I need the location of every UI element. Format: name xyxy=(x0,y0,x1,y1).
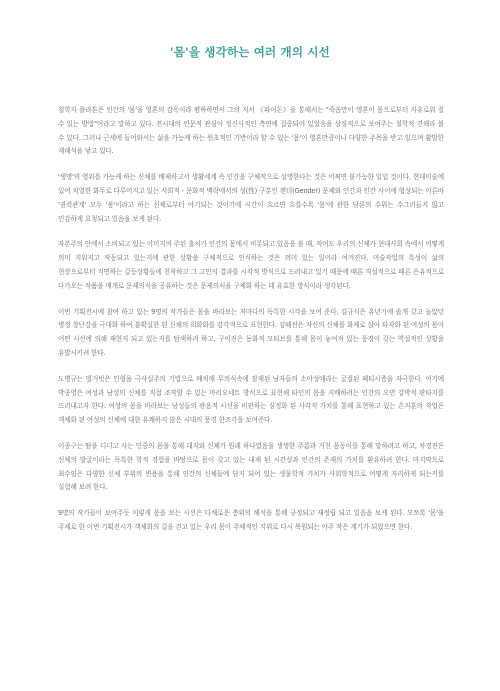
paragraph-4: 이번 기획전시에 참여 하고 있는 9명의 작가들은 몸을 바라보는 저마다의 독특한 시각을 보여 준다. 김규식은 유년기에 솔개 갖고 놀았던 병정 장난감을 극대화 하여 불확실한 된 신체의 희화화를 감각적으로 표현한다. 김혜진은 자신의 신체를 화제로 삼아 타자화 된 여성의 몸이 어떤 시선에 의해 재현지 되고 있는지를 탐색하려 하고, 구이진은 동화적 모티브를 통해 몸이 놓여져 있는 풍경이 갖는 역설적인 상황을 유발시키려 한다. xyxy=(58,307,444,357)
document-body xyxy=(58,104,444,547)
paragraph-2: '생명'의 영위를 가능케 하는 신체를 배제하고서 생활세계 속 인간을 구체적으로 설명한다는 것은 어쩌면 불가능한 일일 것이다. 현대미술에 있어 치열한 화두로 다루어지고 있는 사회적 - 문화적 맥락에서의 성(性) 구분인 젠더(Gender) 문제와 인간과 인간 사이에 형성되는 이른바 '권력관계' 모두 '몸'이라고 하는 신체로부터 야기되는 것이기에 시간이 흐르면 흐를수록 '몸'에 관한 담론의 수위는 수그러들지 않고 민감하게 요청되고 있음을 보게 된다. xyxy=(58,173,444,223)
paragraph-3: 자본주의 안에서 소비되고 있는 이미지의 주된 출처가 인간의 몸에서 비롯되고 있음을 볼 때, 적어도 우리의 신체가 현대사회 속에서 어떻게 의미 지워지고 작동되고 있는지에 관한 상황을 구체적으로 인식하는 것은 의미 있는 일이라 여겨진다. 미술작업의 특성이 삶의 현장으로부터 직면하는 갈등상황들에 천착하고 그 고민의 결과를 시각적 방식으로 드러내고 있기 때문에 때론 직설적으로 때론 은유적으로 다가오는 작품을 매개로 문제의식을 공유하는 것은 문제의식을 구체화 하는 데 유효한 방식이라 생각된다. xyxy=(58,240,444,290)
paragraph-7: 9명의 작가들이 보여주듯 이렇게 몸을 보는 시선은 다채로운 층위의 해석을 통해 규정되고 재정립 되고 있음을 보게 된다. 모쪼록 '몸'을 주제로 한 이번 기획전시가 객체화의 길을 걷고 있는 우리 몸이 주체적인 지위로 다시 복원되는 아주 작은 계기가 되었으면 한다. xyxy=(58,509,444,531)
paragraph-5: 도병규는 벌거벗은 인형을 극사실주의 기법으로 배치해 무의식속에 잠재된 남자들의 소아성애라는 굴절된 페티시즘을 자극한다. 여기에 박종영은 여성과 남성의 신체를 직접 조작할 수 있는 마리오네트 방식으로 표현해 타인의 몸을 지배하려는 인간의 오만 강박적 판타지를 드러내고자 한다. 여성의 몸을 바라보는 남성들의 관음적 시선을 비판하는 심정화 된 사각적 가치를 통해 표현하고 있는 손지훈의 작업은 객체화 된 여성의 신체에 대한 유쾌하지 않은 시대의 풍경 한조각을 보여준다. xyxy=(58,374,444,425)
paragraph-6: 이종구는 땀을 디디고 사는 민중의 몸을 통해 대지와 신체가 원래 하나였음을 생생한 주름과 거친 몸동이를 통해 말하려고 하고, 차경진은 신체의 발굴이라는 독특한 학적 경험을 바탕으로 몸이 갖고 있는 내재 된 시간성과 인간의 존재의 가치를 환유하려 한다. 마지막으로 최수임은 다양한 신체 부위의 변용을 통해 인간의 신체들에 담지 되어 있는 생물학적 가치가 사회학적으로 어떻게 자리하게 되는지를 실험해 보려 한다. xyxy=(58,441,444,492)
document-title: '몸'을 생각하는 여러 개의 시선 xyxy=(170,45,330,59)
paragraph-1: 철학자 플라톤은 인간의 '몸'을 영혼의 감옥이라 폄하하면서 그의 저서 《파이돈》을 통해서는 "죽음만이 영혼이 몸으로부터 자유로워 질 수 있는 방법"이라고 말하고 있다. 전시대의 인문적 관심이 정신사적인 측면에 집중되어 있었음을 상징적으로 보여주는 철학적 견해라 볼 수 있다. 그러나 근세에 들어와서는 삶을 가능케 하는 원초적인 기반이라 할 수 있는 '몸'이 영혼만큼이나 다양한 주목을 받고 있으며 활발한 재해석을 낳고 있다. xyxy=(58,106,444,156)
